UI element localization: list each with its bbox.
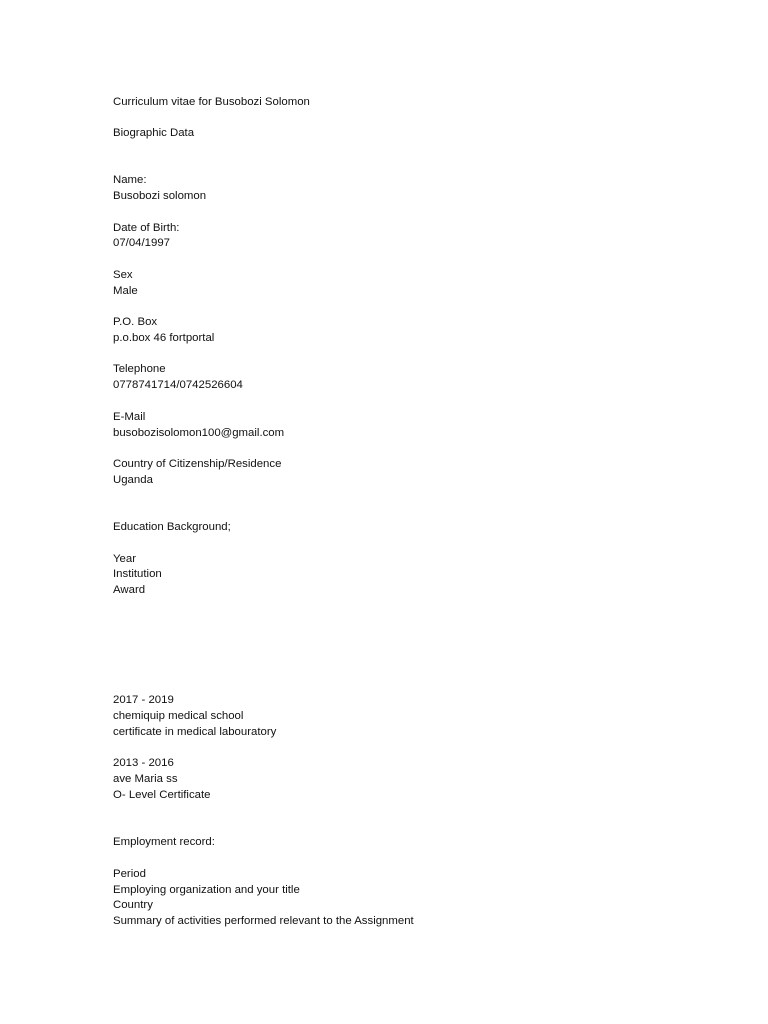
dob-value: 07/04/1997	[113, 237, 171, 249]
dob-label: Date of Birth:	[113, 222, 180, 234]
education-institution: chemiquip medical school	[113, 710, 244, 722]
telephone-value: 0778741714/0742526604	[113, 379, 243, 391]
employment-col-summary: Summary of activities performed relevant to the Assignment	[113, 915, 414, 927]
education-year: 2017 - 2019	[113, 694, 174, 706]
employment-col-period: Period	[113, 868, 146, 880]
education-award: O- Level Certificate	[113, 789, 211, 801]
education-award: certificate in medical labouratory	[113, 726, 277, 738]
document-title: Curriculum vitae for Busobozi Solomon	[113, 96, 310, 108]
name-value: Busobozi solomon	[113, 190, 207, 202]
section-heading-employment: Employment record:	[113, 836, 215, 848]
education-col-institution: Institution	[113, 568, 162, 580]
education-col-year: Year	[113, 553, 137, 565]
education-year: 2013 - 2016	[113, 757, 174, 769]
email-label: E-Mail	[113, 411, 146, 423]
country-value: Uganda	[113, 474, 153, 486]
email-value: busobozisolomon100@gmail.com	[113, 427, 285, 439]
name-label: Name:	[113, 174, 147, 186]
pobox-value: p.o.box 46 fortportal	[113, 332, 215, 344]
section-heading-biographic: Biographic Data	[113, 127, 195, 139]
pobox-label: P.O. Box	[113, 316, 158, 328]
sex-value: Male	[113, 285, 138, 297]
country-label: Country of Citizenship/Residence	[113, 458, 282, 470]
employment-col-organization: Employing organization and your title	[113, 884, 300, 896]
section-heading-education: Education Background;	[113, 521, 231, 533]
education-institution: ave Maria ss	[113, 773, 178, 785]
telephone-label: Telephone	[113, 363, 166, 375]
employment-col-country: Country	[113, 899, 153, 911]
sex-label: Sex	[113, 269, 133, 281]
education-col-award: Award	[113, 584, 146, 596]
